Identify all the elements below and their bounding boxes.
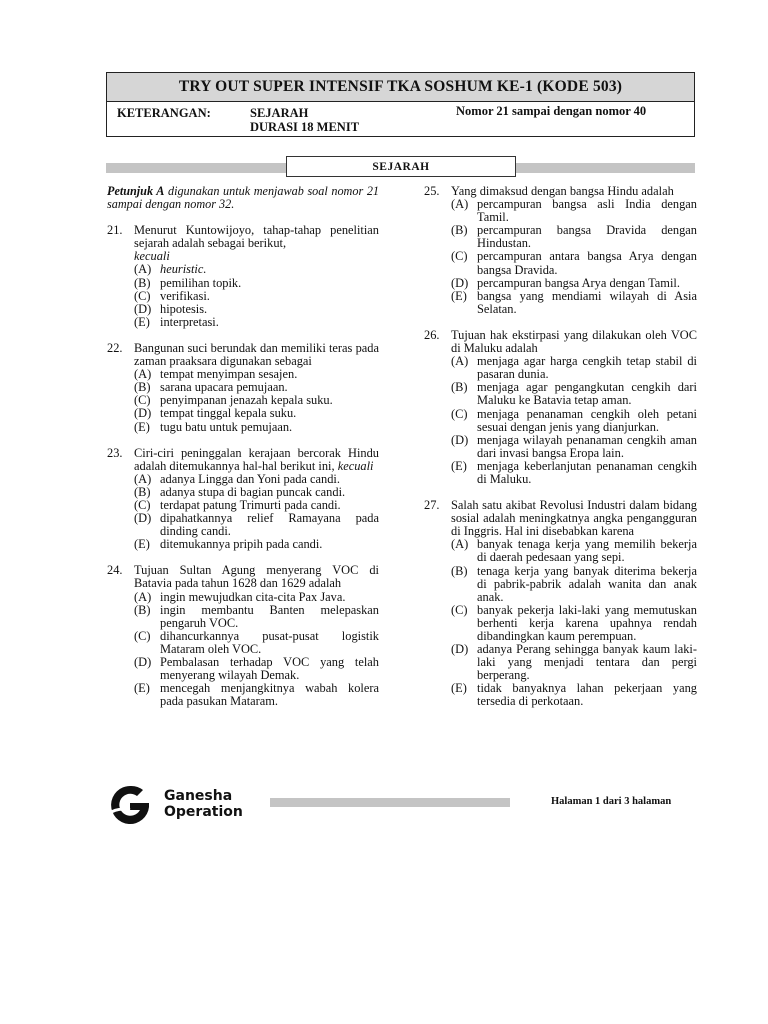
keterangan-label: KETERANGAN: — [117, 106, 211, 120]
question-number: 21. — [107, 223, 123, 238]
ganesha-operation-logo — [106, 783, 256, 827]
option-c[interactable]: (C) verifikasi. — [134, 288, 210, 303]
question-22 — [107, 342, 379, 434]
option-a[interactable]: (A) banyak tenaga kerja yang memilih bekerja di daerah pedesaan yang sepi. — [451, 537, 697, 565]
option-a[interactable]: (A) heuristic. — [134, 262, 207, 277]
question-text: Menurut Kuntowijoyo, tahap-tahap penelitian sejarah adalah sebagai berikut, — [134, 223, 379, 251]
question-text: Salah satu akibat Revolusi Industri dalam bidang sosial adalah meningkatnya angka pengangguran di Inggris. Hal ini disebabkan karena — [451, 498, 697, 539]
exam-title: TRY OUT SUPER INTENSIF TKA SOSHUM KE-1 (KODE 503) — [107, 73, 694, 102]
question-number: 27. — [424, 498, 440, 513]
option-d[interactable]: (D) dipahatkannya relief Ramayana pada dinding candi. — [134, 511, 379, 539]
question-24 — [107, 564, 379, 708]
question-25 — [424, 185, 697, 316]
page-indicator: Halaman 1 dari 3 halaman — [551, 796, 672, 807]
question-range: Nomor 21 sampai dengan nomor 40 — [456, 104, 647, 118]
right-column — [424, 185, 697, 722]
option-b[interactable]: (B) adanya stupa di bagian puncak candi. — [134, 484, 346, 499]
question-text: Tujuan Sultan Agung menyerang VOC di Batavia pada tahun 1628 dan 1629 adalah — [134, 563, 379, 591]
section-title: SEJARAH — [286, 156, 516, 177]
question-21 — [107, 224, 379, 329]
instruction-text: digunakan untuk menjawab soal nomor 21 sampai dengan nomor 32. — [107, 184, 380, 212]
question-23 — [107, 447, 379, 552]
question-number: 25. — [424, 184, 440, 198]
section-bar-right — [516, 163, 695, 173]
left-column — [107, 185, 379, 721]
option-d[interactable]: (D) adanya Perang sehingga banyak kaum laki-laki yang menjadi tentara dan pergi berperang. — [451, 642, 697, 683]
option-d[interactable]: (D) hipotesis. — [134, 301, 208, 316]
ganesha-g-icon — [106, 783, 154, 827]
option-d[interactable]: (D) menjaga wilayah penanaman cengkih aman dari invasi bangsa Eropa lain. — [451, 432, 697, 460]
question-27 — [424, 499, 697, 709]
question-text: Yang dimaksud dengan bangsa Hindu adalah — [451, 184, 674, 198]
option-b[interactable]: (B) percampuran bangsa Dravida dengan Hindustan. — [451, 223, 697, 251]
option-e[interactable]: (E) tidak banyaknya lahan pekerjaan yang tersedia di perkotaan. — [451, 681, 697, 709]
option-b[interactable]: (B) ingin membantu Banten melepaskan pengaruh VOC. — [134, 602, 379, 630]
option-b[interactable]: (B) sarana upacara pemujaan. — [134, 380, 288, 395]
option-a[interactable]: (A) adanya Lingga dan Yoni pada candi. — [134, 471, 340, 486]
option-b[interactable]: (B) tenaga kerja yang banyak diterima bekerja di pabrik-pabrik adalah wanita dan anak anak. — [451, 563, 697, 604]
question-text: Tujuan hak ekstirpasi yang dilakukan oleh VOC di Maluku adalah — [451, 327, 697, 356]
logo-text-ganesha: Ganesha — [164, 788, 233, 804]
footer-bar — [270, 798, 510, 807]
option-c[interactable]: (C) penyimpanan jenazah kepala suku. — [134, 393, 333, 408]
option-a[interactable]: (A) tempat menyimpan sesajen. — [134, 367, 298, 382]
option-c[interactable]: (C) dihancurkannya pusat-pusat logistik Mataram oleh VOC. — [134, 628, 379, 656]
question-text: Ciri-ciri peninggalan kerajaan bercorak Hindu adalah ditemukannya hal-hal berikut ini, — [134, 445, 379, 473]
exam-info — [107, 102, 694, 137]
exam-header — [106, 72, 695, 137]
logo-text-operation: Operation — [164, 804, 243, 820]
instruction-lead: Petunjuk A — [107, 184, 165, 198]
option-e[interactable]: (E) menjaga keberlanjutan penanaman cengkih di Maluku. — [451, 458, 697, 486]
question-number: 23. — [107, 445, 123, 460]
option-c[interactable]: (C) menjaga penanaman cengkih oleh petani sesuai dengan jenis yang dianjurkan. — [451, 406, 697, 434]
question-number: 22. — [107, 340, 123, 355]
option-e[interactable]: (E) mencegah menjangkitnya wabah kolera pada pasukan Mataram. — [134, 681, 379, 709]
option-a[interactable]: (A) ingin mewujudkan cita-cita Pax Java. — [134, 589, 346, 604]
option-d[interactable]: (D) percampuran bangsa Arya dengan Tamil. — [451, 275, 680, 290]
instruction — [107, 185, 379, 211]
question-number: 24. — [107, 563, 123, 578]
section-bar-left — [106, 163, 286, 173]
question-text: Bangunan suci berundak dan memiliki teras pada zaman praaksara digunakan sebagai — [134, 340, 379, 369]
kecuali-label: kecuali — [337, 458, 374, 473]
question-26 — [424, 329, 697, 486]
duration-label: DURASI 18 MENIT — [250, 120, 360, 134]
option-e[interactable]: (E) bangsa yang mendiami wilayah di Asia Selatan. — [451, 288, 697, 316]
option-a[interactable]: (A) menjaga agar harga cengkih tetap stabil di pasaran dunia. — [451, 354, 697, 382]
option-c[interactable]: (C) terdapat patung Trimurti pada candi. — [134, 497, 341, 512]
option-b[interactable]: (B) menjaga agar pengangkutan cengkih dari Maluku ke Batavia tetap aman. — [451, 380, 697, 408]
option-e[interactable]: (E) ditemukannya pripih pada candi. — [134, 537, 323, 552]
option-e[interactable]: (E) interpretasi. — [134, 314, 219, 329]
question-number: 26. — [424, 327, 440, 342]
kecuali-label: kecuali — [134, 249, 170, 264]
option-d[interactable]: (D) tempat tinggal kepala suku. — [134, 406, 297, 421]
option-c[interactable]: (C) percampuran antara bangsa Arya dengan bangsa Dravida. — [451, 249, 697, 277]
option-b[interactable]: (B) pemilihan topik. — [134, 275, 242, 290]
option-e[interactable]: (E) tugu batu untuk pemujaan. — [134, 419, 293, 434]
option-c[interactable]: (C) banyak pekerja laki-laki yang memutuskan berhenti kerja karena upahnya rendah dibandingkan kaum perempuan. — [451, 602, 697, 643]
subject-label: SEJARAH — [250, 106, 309, 120]
option-d[interactable]: (D) Pembalasan terhadap VOC yang telah menyerang wilayah Demak. — [134, 655, 379, 683]
option-a[interactable]: (A) percampuran bangsa asli India dengan Tamil. — [451, 197, 697, 225]
